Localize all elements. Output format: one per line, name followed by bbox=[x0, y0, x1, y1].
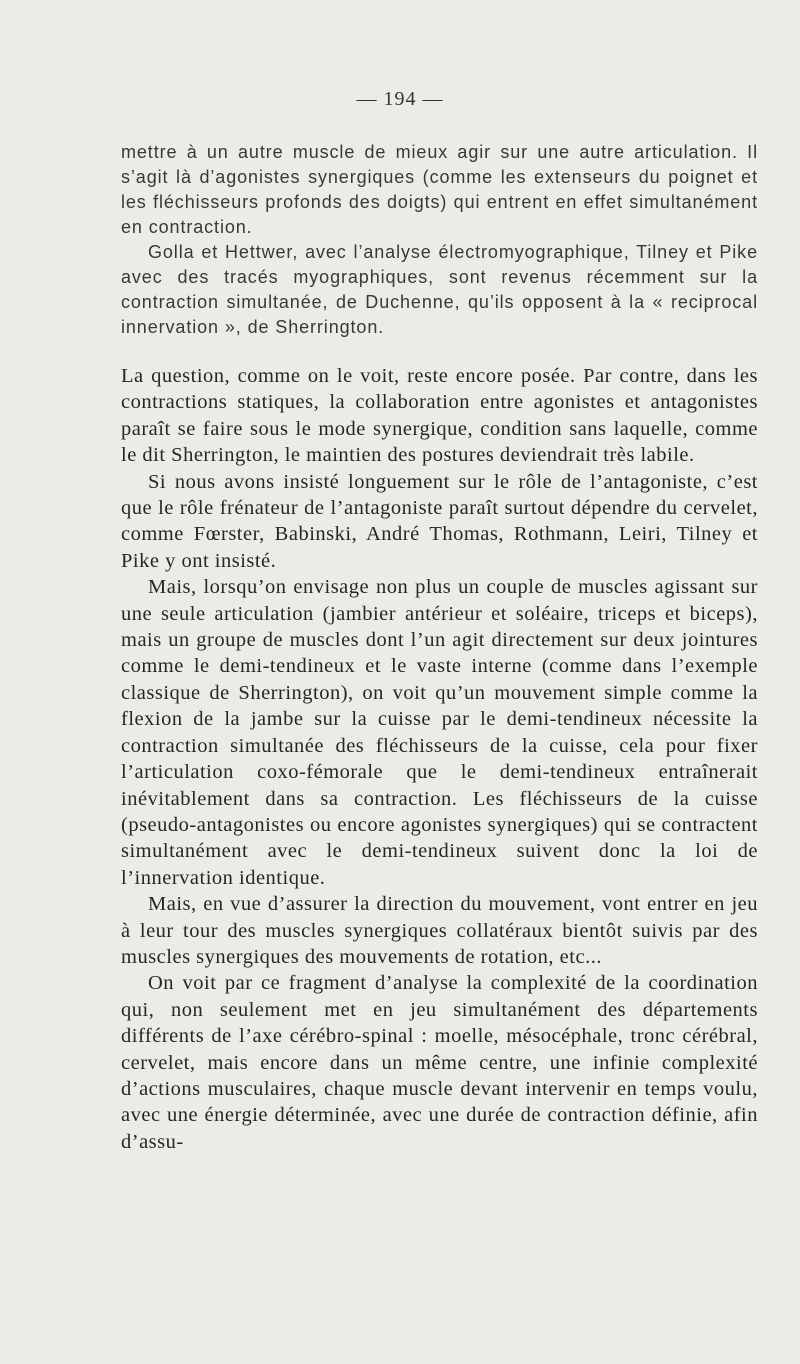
paragraph: Golla et Hettwer, avec l’analyse électromyographique, Tilney et Pike avec des tracés myographiques, sont revenus récemment sur la contraction simultanée, de Duchenne, qu’ils opposent à la « reciprocal innervation », de Sherrington. bbox=[121, 242, 758, 337]
paragraph: Si nous avons insisté longuement sur le rôle de l’antagoniste, c’est que le rôle frénateur de l’antagoniste paraît surtout dépendre du cervelet, comme Fœrster, Babinski, André Thomas, Rothmann, Leiri, Tilney et Pike y ont insisté. bbox=[121, 470, 758, 572]
body-text-block bbox=[121, 363, 758, 1155]
paragraph: Mais, lorsqu’on envisage non plus un couple de muscles agissant sur une seule articulation (jambier antérieur et soléaire, triceps et biceps), mais un groupe de muscles dont l’un agit directement sur deux jointures comme le demi-tendineux et le vaste interne (comme dans l’exemple classique de Sherrington), on voit qu’un mouvement simple comme la flexion de la jambe sur la cuisse par le demi-tendineux nécessite la contraction simultanée des fléchisseurs de la cuisse, cela pour fixer l’articulation coxo-fémorale que le demi-tendineux entraînerait inévitablement dans sa contraction. Les fléchisseurs de la cuisse (pseudo-antagonistes ou encore agonistes synergiques) qui se contractent simultanément avec le demi-tendineux suivent donc la loi de l’innervation identique. bbox=[121, 576, 758, 889]
paragraph: On voit par ce fragment d’analyse la complexité de la coordination qui, non seulement met en jeu simultanément des départements différents de l’axe cérébro-spinal : moelle, mésocéphale, tronc cérébral, cervelet, mais encore dans un même centre, une infinie complexité d’actions musculaires, chaque muscle devant intervenir en temps voulu, avec une énergie déterminée, avec une durée de contraction définie, afin d’assu- bbox=[121, 972, 758, 1153]
paragraph: La question, comme on le voit, reste encore posée. Par contre, dans les contractions statiques, la collaboration entre agonistes et antagonistes paraît se faire sous le mode synergique, condition sans laquelle, comme le dit Sherrington, le maintien des postures deviendrait très labile. bbox=[121, 365, 758, 467]
quoted-text-block bbox=[121, 140, 758, 340]
paragraph: Mais, en vue d’assurer la direction du mouvement, vont entrer en jeu à leur tour des muscles synergiques collatéraux bientôt suivis par des muscles synergiques des mouvements de rotation, etc... bbox=[121, 893, 758, 968]
paragraph: mettre à un autre muscle de mieux agir sur une autre articulation. Il s’agit là d’agonistes synergiques (comme les extenseurs du poignet et les fléchisseurs profonds des doigts) qui entrent en effet simultanément en contraction. bbox=[121, 142, 758, 237]
page-number: — 194 — bbox=[356, 88, 444, 110]
